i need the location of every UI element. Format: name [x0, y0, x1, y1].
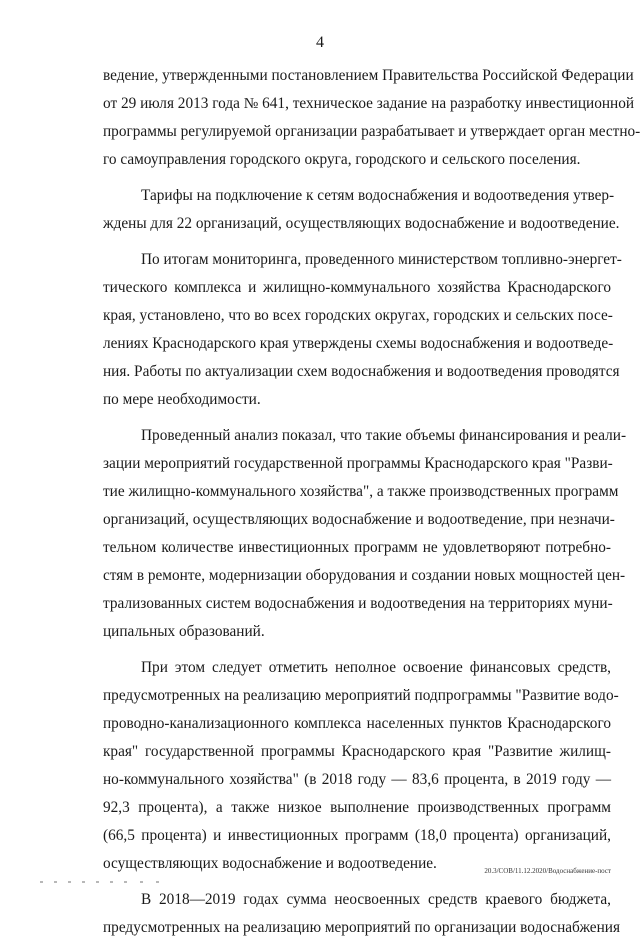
text-line: При этом следует отметить неполное освоение финансовых средств,	[141, 659, 611, 676]
text-line: лениях Краснодарского края утверждены схемы водоснабжения и водоотведе-	[103, 335, 614, 352]
paragraph	[103, 422, 627, 646]
paragraph	[103, 246, 622, 414]
text-line: 92,3 процента), а также низкое выполнение производственных программ	[103, 799, 611, 816]
text-line: тие жилищно-коммунального хозяйства", а также производственных программ	[103, 483, 619, 500]
text-line: Тарифы на подключение к сетям водоснабжения и водоотведения утвер-	[141, 187, 615, 204]
text-line: ципальных образований.	[103, 623, 265, 640]
text-line: ведение, утвержденными постановлением Правительства Российской Федерации	[103, 67, 634, 84]
scan-artifact-marks	[0, 879, 210, 885]
text-line: тического комплекса и жилищно-коммунального хозяйства Краснодарского	[103, 279, 611, 296]
text-line: программы регулируемой организации разрабатывает и утверждает орган местно-	[103, 123, 640, 140]
text-line: тельном количестве инвестиционных программ не удовлетворяют потребно-	[103, 539, 611, 556]
text-line: стям в ремонте, модернизации оборудования и создании новых мощностей цен-	[103, 567, 626, 584]
text-line: го самоуправления городского округа, городского и сельского поселения.	[103, 151, 581, 168]
text-line: По итогам мониторинга, проведенного министерством топливно-энергет-	[141, 251, 622, 268]
text-line: осуществляющих водоснабжение и водоотведение.	[103, 855, 437, 872]
text-line: предусмотренных на реализацию мероприятий подпрограммы "Развитие водо-	[103, 687, 619, 704]
paragraph	[103, 654, 619, 878]
paragraph	[103, 886, 621, 942]
text-line: проводно-канализационного комплекса населенных пунктов Краснодарского	[103, 715, 611, 732]
text-line: края, установлено, что во всех городских округах, городских и сельских посе-	[103, 307, 613, 324]
text-line: края" государственной программы Краснодарского края "Развитие жилищ-	[103, 743, 611, 760]
text-line: по мере необходимости.	[103, 391, 261, 408]
paragraph	[103, 182, 620, 238]
text-line: В 2018—2019 годах сумма неосвоенных средств краевого бюджета,	[141, 891, 611, 908]
text-line: ждены для 22 организаций, осуществляющих водоснабжение и водоотведение.	[103, 215, 620, 232]
text-line: от 29 июля 2013 года № 641, техническое задание на разработку инвестиционной	[103, 95, 635, 112]
text-line: Проведенный анализ показал, что такие объемы финансирования и реали-	[141, 427, 627, 444]
text-line: зации мероприятий государственной программы Краснодарского края "Разви-	[103, 455, 613, 472]
document-code: 20.3/СОВ/11.12.2020/Водоснабжение-пост	[484, 867, 611, 875]
page-number: 4	[316, 34, 324, 51]
text-line: но-коммунального хозяйства" (в 2018 году — 83,6 процента, в 2019 году —	[103, 771, 611, 788]
text-line: трализованных систем водоснабжения и водоотведения на территориях муни-	[103, 595, 613, 612]
document-body	[103, 62, 640, 950]
text-line: ния. Работы по актуализации схем водоснабжения и водоотведения проводятся	[103, 363, 620, 380]
text-line: (66,5 процента) и инвестиционных программ (18,0 процента) организаций,	[103, 827, 611, 844]
text-line: организаций, осуществляющих водоснабжение и водоотведение, при незначи-	[103, 511, 615, 528]
paragraph	[103, 62, 640, 174]
text-line: предусмотренных на реализацию мероприятий по организации водоснабжения	[103, 919, 621, 936]
